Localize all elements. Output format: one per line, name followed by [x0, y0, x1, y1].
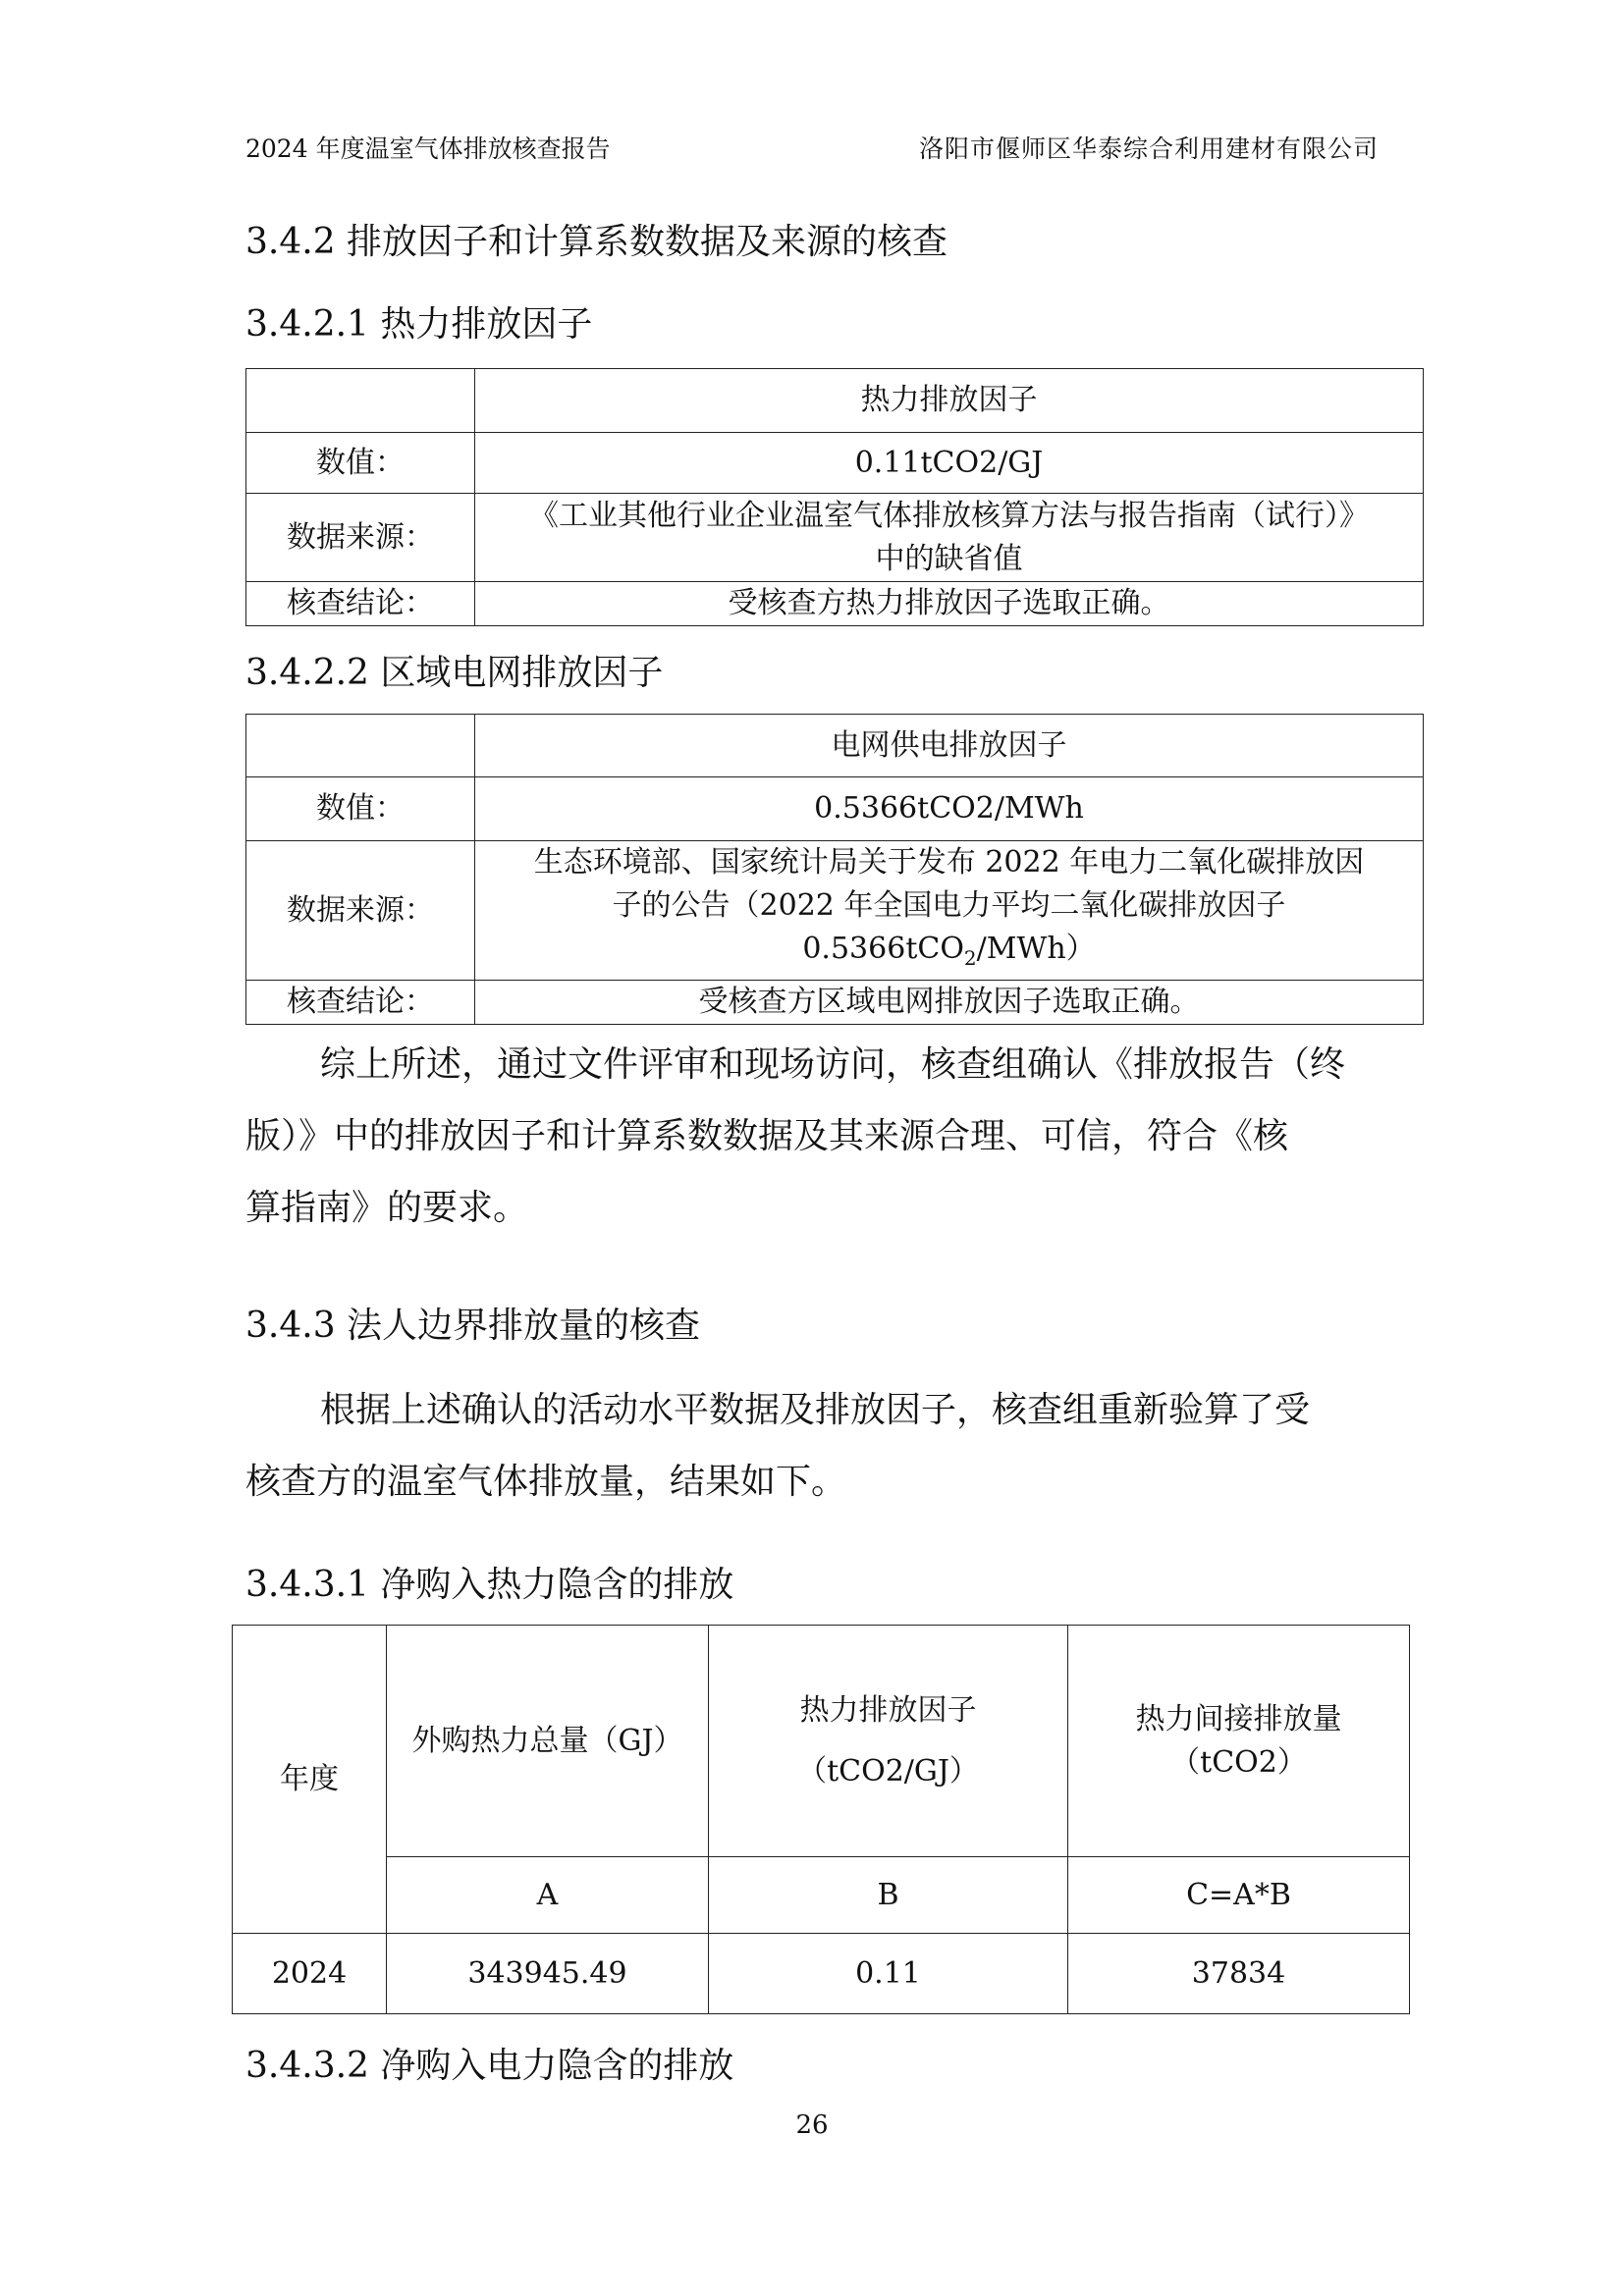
column-symbol-b: B	[709, 1857, 1068, 1934]
header-company-name: 洛阳市偃师区华泰综合利用建材有限公司	[918, 134, 1379, 163]
column-header-b	[709, 1626, 1068, 1857]
page-number: 26	[795, 2110, 829, 2140]
paragraph-line: 算指南》的要求。	[245, 1188, 529, 1228]
emission-factor-value: 0.11tCO2/GJ	[475, 433, 1424, 494]
column-header-line: 热力间接排放量	[1135, 1701, 1342, 1736]
column-symbol-c: C=A*B	[1068, 1857, 1410, 1934]
section-heading-3-4-3-2: 3.4.3.2 净购入电力隐含的排放	[245, 2046, 734, 2086]
grid-emission-factor-table	[245, 714, 1424, 1025]
header-report-title: 2024 年度温室气体排放核查报告	[245, 134, 611, 163]
column-symbol-a: A	[387, 1857, 709, 1934]
section-heading-3-4-2: 3.4.2 排放因子和计算系数数据及来源的核查	[245, 222, 948, 262]
page-header	[245, 130, 1379, 169]
data-source-line: 子的公告（2022 年全国电力平均二氧化碳排放因子	[612, 888, 1286, 923]
table-header-cell: 热力排放因子	[475, 369, 1424, 433]
row-label: 核查结论：	[246, 981, 475, 1025]
row-label: 数据来源：	[246, 841, 475, 981]
row-label: 数值：	[246, 433, 475, 494]
conclusion-cell: 受核查方热力排放因子选取正确。	[475, 582, 1424, 626]
column-header-line: （tCO2）	[1170, 1744, 1307, 1780]
column-header-c	[1068, 1626, 1410, 1857]
paragraph-line: 根据上述确认的活动水平数据及排放因子，核查组重新验算了受	[320, 1390, 1311, 1430]
heat-emission-factor-table	[245, 368, 1424, 626]
row-label: 核查结论：	[246, 582, 475, 626]
table-header-cell: 电网供电排放因子	[475, 715, 1424, 777]
paragraph-line: 综上所述，通过文件评审和现场访问，核查组确认《排放报告（终	[320, 1044, 1346, 1085]
data-source-text: /MWh）	[976, 932, 1096, 966]
data-source-line	[481, 928, 1417, 980]
column-header-line: 热力排放因子	[799, 1692, 977, 1728]
row-label: 数值：	[246, 777, 475, 841]
column-header-a: 外购热力总量（GJ）	[387, 1626, 709, 1857]
data-source-cell	[475, 841, 1424, 981]
data-source-line: 中的缺省值	[875, 541, 1023, 576]
conclusion-cell: 受核查方区域电网排放因子选取正确。	[475, 981, 1424, 1025]
row-label: 数据来源：	[246, 494, 475, 582]
subscript-text: 2	[963, 946, 977, 970]
data-source-line: 生态环境部、国家统计局关于发布 2022 年电力二氧化碳排放因	[533, 845, 1365, 880]
table-cell-emission-factor: 0.11	[709, 1934, 1068, 2014]
year-column-header: 年度	[233, 1626, 387, 1934]
table-cell-heat-total: 343945.49	[387, 1934, 709, 2014]
paragraph-line: 核查方的温室气体排放量，结果如下。	[245, 1462, 847, 1502]
table-corner-cell	[246, 715, 475, 777]
section-heading-3-4-2-1: 3.4.2.1 热力排放因子	[245, 304, 593, 345]
data-source-line: 《工业其他行业企业温室气体排放核算方法与报告指南（试行）》	[529, 498, 1369, 533]
table-corner-cell	[246, 369, 475, 433]
section-heading-3-4-3-1: 3.4.3.1 净购入热力隐含的排放	[245, 1565, 734, 1605]
table-cell-indirect-emissions: 37834	[1068, 1934, 1410, 2014]
column-header-line: （tCO2/GJ）	[797, 1753, 979, 1789]
heat-emissions-table	[232, 1625, 1410, 2014]
section-heading-3-4-3: 3.4.3 法人边界排放量的核查	[245, 1306, 701, 1346]
data-source-text: 0.5366tCO	[802, 932, 964, 966]
paragraph-line: 版）》中的排放因子和计算系数数据及其来源合理、可信，符合《核	[245, 1116, 1289, 1156]
recalculation-paragraph	[245, 1374, 1380, 1518]
section-heading-3-4-2-2: 3.4.2.2 区域电网排放因子	[245, 653, 664, 693]
summary-paragraph	[245, 1029, 1380, 1244]
table-cell-year: 2024	[233, 1934, 387, 2014]
data-source-cell	[475, 494, 1424, 582]
emission-factor-value: 0.5366tCO2/MWh	[475, 777, 1424, 841]
